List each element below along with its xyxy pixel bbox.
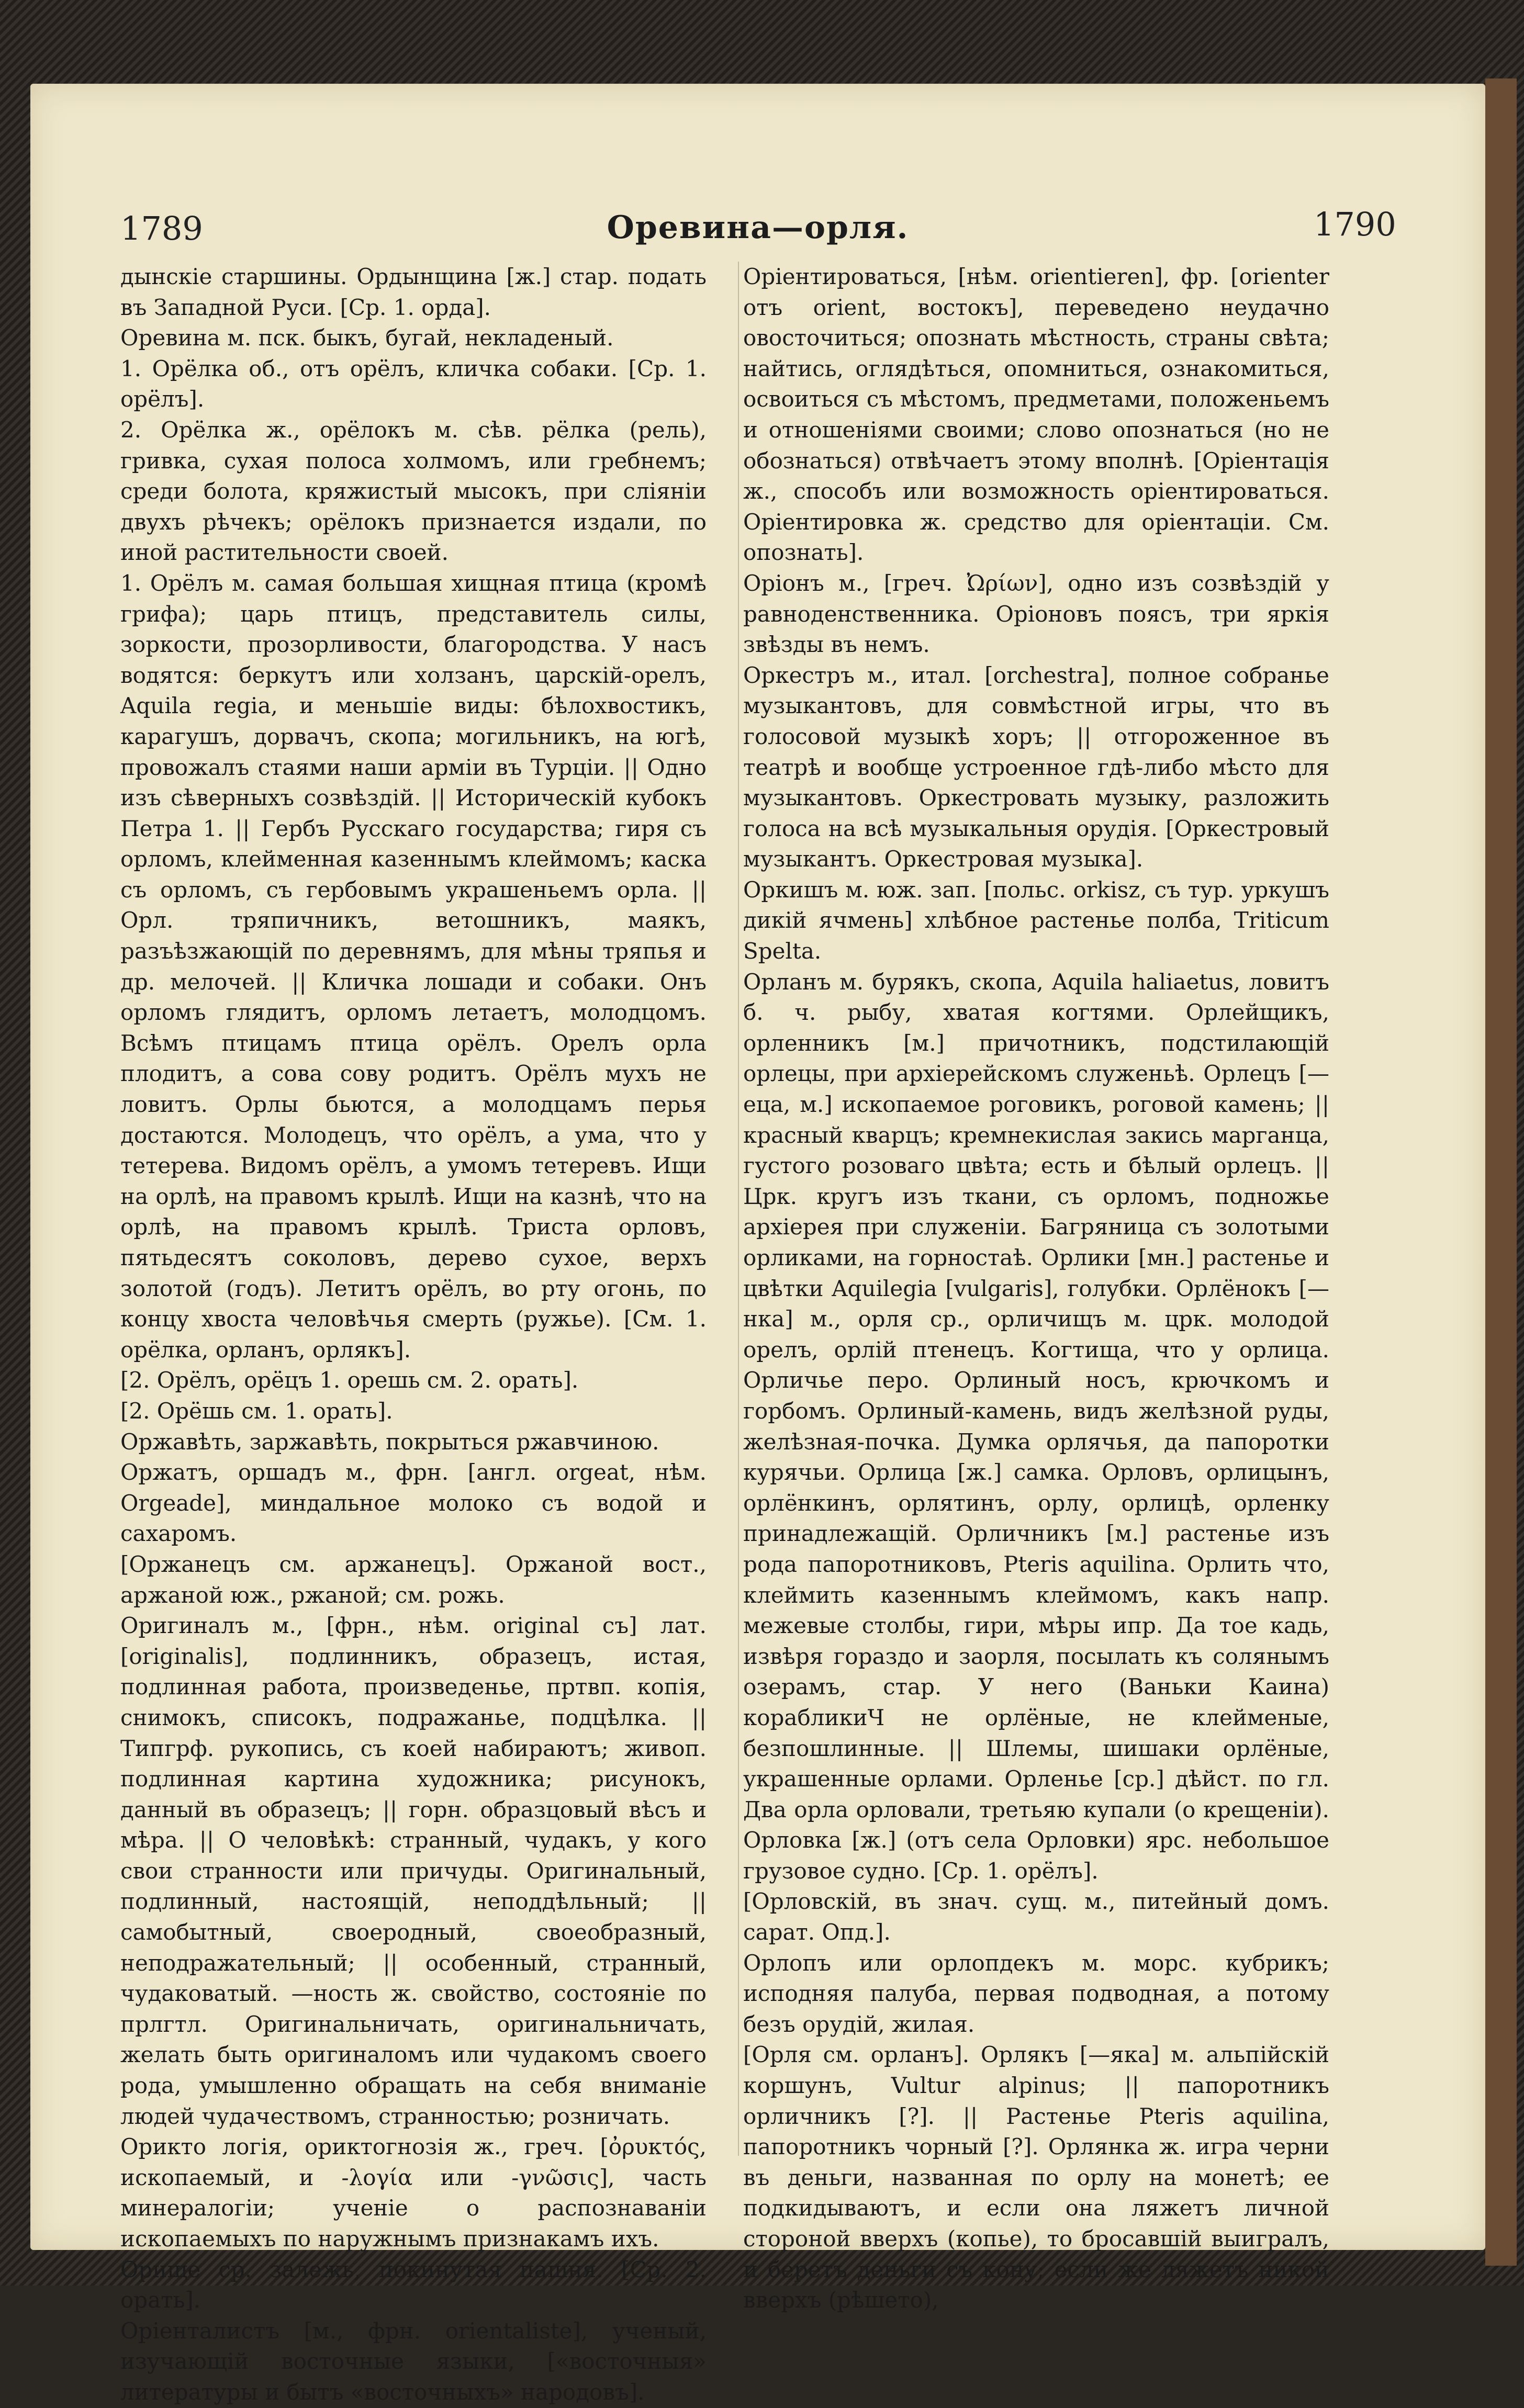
entry: [2. Орёлъ, орёцъ 1. орешь см. 2. орать]. bbox=[120, 1367, 579, 1393]
page-number-left: 1789 bbox=[120, 209, 203, 247]
entry: 1. Орёлка об., отъ орёлъ, кличка собаки. [Ср. 1. орёлъ]. bbox=[120, 355, 707, 412]
running-title: Оревина—орля. bbox=[607, 209, 909, 246]
entry: Орище ср. залежь, покинутая пашня. [Ср. 2. орать]. bbox=[120, 2256, 707, 2313]
running-head bbox=[30, 205, 1485, 251]
entry: Оріентироваться, [нѣм. orientieren], фр. [orienter отъ orient, востокъ], переведено неудачно овосточиться; опознать мѣстность, страны свѣта; найтись, оглядѣться, опомниться, ознакомиться, освоиться съ мѣстомъ, предметами, положеньемъ и отношеніями своими; слово опознаться (но не обознаться) отвѣчаетъ этому вполнѣ. [Оріентація ж., способъ или возможность оріентироваться. Оріентировка ж. средство для оріентаціи. См. опознать]. bbox=[743, 264, 1329, 566]
entry: 1. Орёлъ м. самая большая хищная птица (кромѣ грифа); царь птицъ, представитель силы, зоркости, прозорливости, благородства. У насъ водятся: беркутъ или холзанъ, царскій-орелъ, Aquila regia, и меньшіе виды: бѣлохвостикъ, карагушъ, дорвачъ, скопа; могильникъ, на югѣ, провожалъ стаями наши арміи въ Турціи. || Одно изъ сѣверныхъ созвѣздій. || Историческій кубокъ Петра 1. || Гербъ Русскаго государства; гиря съ орломъ, клейменная казеннымъ клеймомъ; каска съ орломъ, съ гербовымъ украшеньемъ орла. || Орл. тряпичникъ, ветошникъ, маякъ, разъѣзжающій по деревнямъ, для мѣны тряпья и др. мелочей. || Кличка лошади и собаки. Онъ орломъ глядитъ, орломъ летаетъ, молодцомъ. Всѣмъ птицамъ птица орёлъ. Орелъ орла плодитъ, а сова сову родитъ. Орёлъ мухъ не ловитъ. Орлы бьются, а молодцамъ перья достаются. Молодецъ, что орёлъ, а ума, что у тетерева. Видомъ орёлъ, а умомъ тетеревъ. Ищи на орлѣ, на правомъ крылѣ. Ищи на казнѣ, что на орлѣ, на правомъ крылѣ. Триста орловъ, пятьдесятъ соколовъ, дерево сухое, верхъ золотой (годъ). Летитъ орёлъ, во рту огонь, по концу хвоста человѣчья смерть (ружье). [См. 1. орёлка, орланъ, орлякъ]. bbox=[120, 570, 707, 1363]
entry: Оревина м. пск. быкъ, бугай, некладеный. bbox=[120, 325, 614, 351]
page-number-right: 1790 bbox=[1314, 205, 1396, 243]
entry: Орлопъ или орлопдекъ м. морс. кубрикъ; исподняя палуба, первая подводная, а потому безъ орудій, жилая. bbox=[743, 1950, 1329, 2037]
entry: Оріонъ м., [греч. Ὠρίων], одно изъ созвѣздій у равноденственника. Оріоновъ поясъ, три яркія звѣзды въ немъ. bbox=[743, 570, 1329, 658]
left-column bbox=[120, 262, 707, 2408]
entry: [Оржанецъ см. аржанецъ]. Оржаной вост., аржаной юж., ржаной; см. рожь. bbox=[120, 1551, 707, 1608]
entry: Орикто логія, ориктогнозія ж., греч. [ὀρυκτός, ископаемый, и -λογία или -γνῶσις], часть минералогіи; ученіе о распознаваніи ископаемыхъ по наружнымъ признакамъ ихъ. bbox=[120, 2134, 707, 2252]
entry: Оркестръ м., итал. [orchestra], полное собранье музыкантовъ, для совмѣстной игры, что въ голосовой музыкѣ хоръ; || отгороженное въ театрѣ и вообще устроенное гдѣ-либо мѣсто для музыкантовъ. Оркестровать музыку, разложить голоса на всѣ музыкальныя орудія. [Оркестровый музыкантъ. Оркестровая музыка]. bbox=[743, 662, 1329, 872]
column-divider bbox=[738, 262, 739, 2156]
entry: [Орля см. орланъ]. Орлякъ [—яка] м. альпійскій коршунъ, Vultur alpinus; || папоротникъ орличникъ [?]. || Растенье Pteris aquilina, папоротникъ чорный [?]. Орлянка ж. игра черни въ деньги, названная по орлу на монетѣ; ее подкидываютъ, и если она ляжетъ личной стороной вверхъ (копье), то бросавшій выигралъ, и беретъ деньги съ кону; если же ляжетъ никой вверхъ (рѣшето), bbox=[743, 2042, 1329, 2313]
entry: Оржатъ, оршадъ м., фрн. [англ. orgeat, нѣм. Orgeade], миндальное молоко съ водой и сахаромъ. bbox=[120, 1459, 707, 1547]
entry: Оркишъ м. юж. зап. [польс. orkisz, съ тур. уркушъ дикій ячмень] хлѣбное растенье полба, Triticum Spelta. bbox=[743, 876, 1329, 964]
entry: [Орловскій, въ знач. сущ. м., питейный домъ. сарат. Опд.]. bbox=[743, 1888, 1329, 1945]
entry: 2. Орёлка ж., орёлокъ м. сѣв. рёлка (рель), гривка, сухая полоса холмомъ, или гребнемъ; среди болота, кряжистый мысокъ, при сліяніи двухъ рѣчекъ; орёлокъ признается издали, по иной растительности своей. bbox=[120, 417, 707, 566]
entry: Оржавѣть, заржавѣть, покрыться ржавчиною. bbox=[120, 1428, 659, 1455]
entry: [2. Орёшь см. 1. орать]. bbox=[120, 1398, 393, 1424]
right-column bbox=[743, 262, 1329, 2316]
entry: Оріенталистъ [м., фрн. orientaliste], ученый, изучающій восточные языки, [«восточныя» литературы и бытъ «восточныхъ» народовъ]. bbox=[120, 2317, 707, 2405]
book-edge bbox=[1485, 78, 1517, 2266]
entry: Оригиналъ м., [фрн., нѣм. original съ] лат. [originalis], подлинникъ, образецъ, истая, подлинная работа, произведенье, пртвп. копія, снимокъ, списокъ, подражанье, подцѣлка. || Типгрф. рукопись, съ коей набираютъ; живоп. подлинная картина художника; рисунокъ, данный въ образецъ; || горн. образцовый вѣсъ и мѣра. || О человѣкѣ: странный, чудакъ, у кого свои странности или причуды. Оригинальный, подлинный, настоящій, неподдѣльный; || самобытный, своеродный, своеобразный, неподражательный; || особенный, странный, чудаковатый. —ность ж. свойство, состояніе по прлгтл. Оригинальничать, оригинальничать, желать быть оригиналомъ или чудакомъ своего рода, умышленно обращать на себя вниманіе людей чудачествомъ, странностью; розничать. bbox=[120, 1613, 707, 2129]
dictionary-page bbox=[30, 84, 1485, 2405]
entry: дынскіе старшины. Ордынщина [ж.] стар. подать въ Западной Руси. [Ср. 1. орда]. bbox=[120, 264, 707, 320]
entry: Орланъ м. бурякъ, скопа, Aquila haliaetus, ловитъ б. ч. рыбу, хватая когтями. Орлейщикъ, орленникъ [м.] причотникъ, подстилающій орлецы, при архіерейскомъ служеньѣ. Орлецъ [—еца, м.] ископаемое роговикъ, роговой камень; || красный кварцъ; кремнекислая закись марганца, густого розоваго цвѣта; есть и бѣлый орлецъ. || Црк. кругъ изъ ткани, съ орломъ, подножье архіерея при служеніи. Багряница съ золотыми орликами, на горностаѣ. Орлики [мн.] растенье и цвѣтки Aquilegia [vulgaris], голубки. Орлёнокъ [—нка] м., орля ср., орличищъ м. црк. молодой орелъ, орлій птенецъ. Когтища, что у орлица. Орличье перо. Орлиный носъ, крючкомъ и горбомъ. Орлиный-камень, видъ желѣзной руды, желѣзная-почка. Думка орлячья, да папоротки курячьи. Орлица [ж.] самка. Орловъ, орлицынъ, орлёнкинъ, орлятинъ, орлу, орлицѣ, орленку принадлежащій. Орличникъ [м.] растенье изъ рода папоротниковъ, Pteris aquilina. Орлить что, клеймить казеннымъ клеймомъ, какъ напр. межевые столбы, гири, мѣры ипр. Да тое кадь, извѣря гораздо и заорля, посылать къ солянымъ озерамъ, стар. У него (Ваньки Каина) корабликиЧ не орлёные, не клейменые, безпошлинные. || Шлемы, шишаки орлёные, украшенные орлами. Орленье [ср.] дѣйст. по гл. Два орла орловали, третьяю купали (о крещеніи). Орловка [ж.] (отъ села Орловки) ярс. небольшое грузовое судно. [Ср. 1. орёлъ]. bbox=[743, 969, 1329, 1884]
